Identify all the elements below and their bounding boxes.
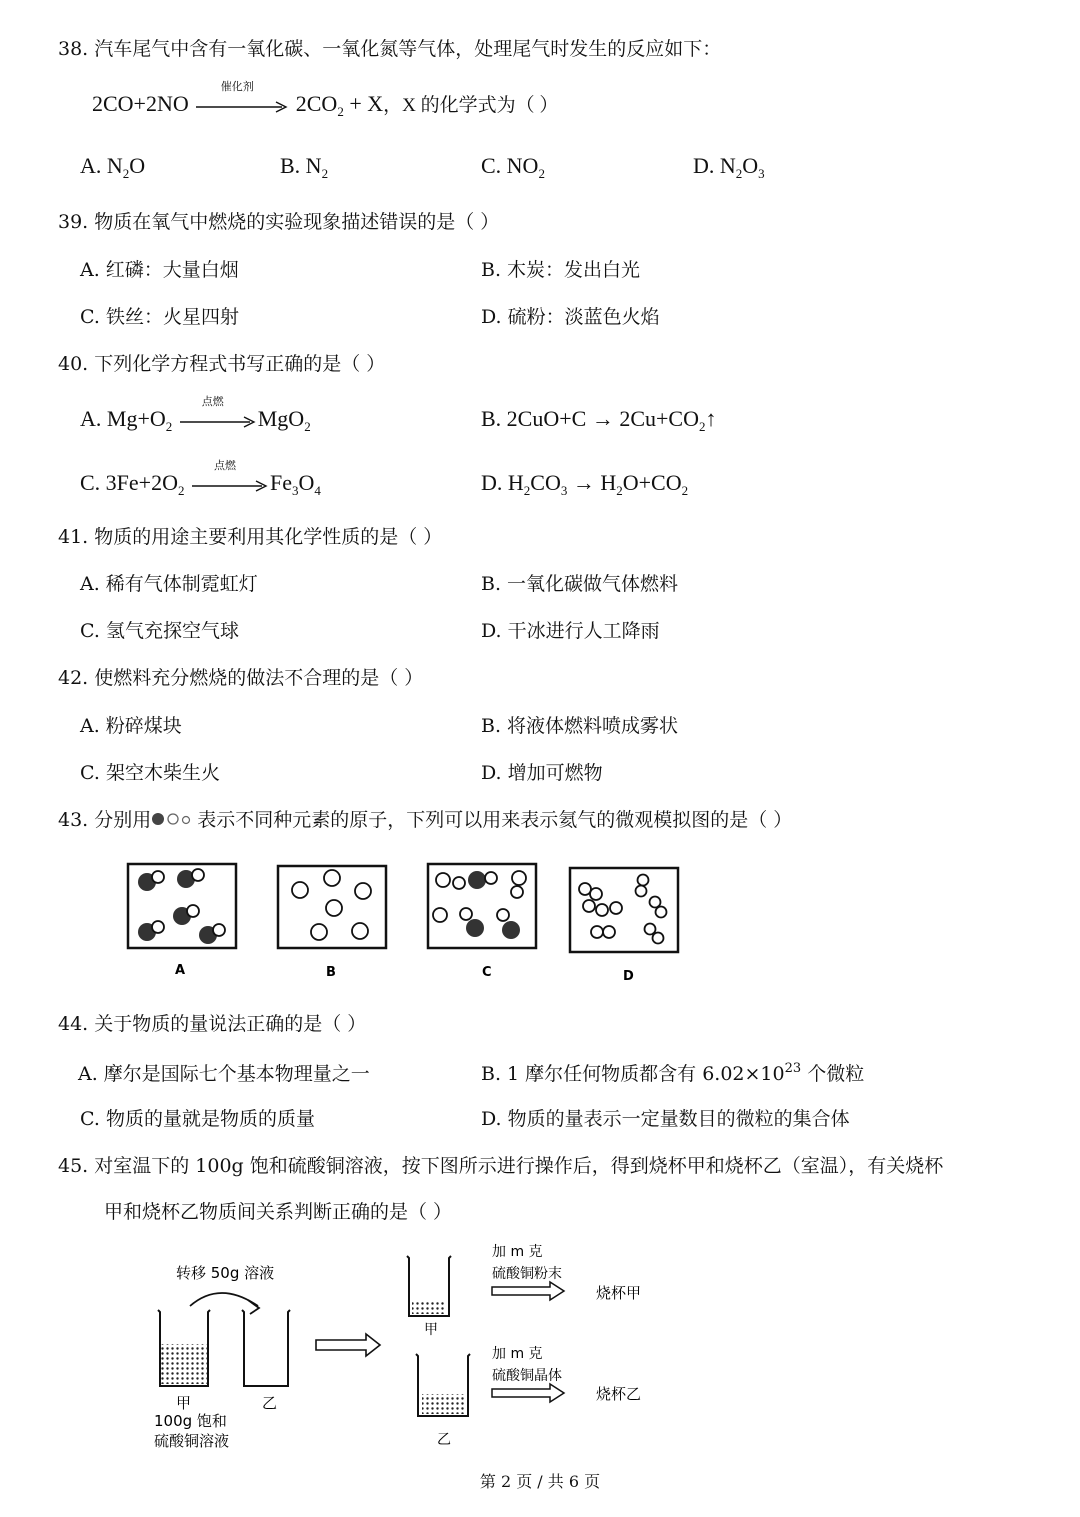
- q41-option-b: B. 一氧化碳做气体燃料: [481, 573, 679, 595]
- reaction-arrow-icon: [180, 416, 256, 428]
- q45-experiment-diagram: [140, 1236, 680, 1456]
- reaction-arrow-icon: [196, 101, 288, 113]
- q40-c-arrow: 点燃: [192, 472, 268, 498]
- q40-option-a: A. $Mg+O_2$ 点燃 MgO$_2$: [80, 394, 311, 434]
- transfer-label: 转移 50g 溶液: [176, 1264, 275, 1282]
- q38-eq-tail: ，X 的化学式为（ ）: [383, 95, 559, 116]
- source-label-2: 硫酸铜溶液: [154, 1432, 230, 1450]
- q45-stem-line2: 甲和烧杯乙物质间关系判断正确的是（ ）: [104, 1201, 453, 1223]
- q38-eq-right-b: + X: [349, 91, 384, 116]
- q38-stem: 38. 汽车尾气中含有一氧化碳、一氧化氮等气体，处理尾气时发生的反应如下：: [58, 38, 722, 60]
- q45-stem-line1: 45. 对室温下的 100g 饱和硫酸铜溶液，按下图所示进行操作后，得到烧杯甲和烧杯乙（室温），有关烧杯: [58, 1155, 944, 1177]
- q38-option-b: B. $N_2$: [280, 153, 329, 181]
- gas-arrow-icon: ↑: [705, 406, 717, 431]
- q42-option-a: A. 粉碎煤块: [80, 715, 182, 737]
- q38-catalyst-label: 催化剂: [220, 79, 254, 93]
- q40-option-c: C. $3Fe+2O_2$ 点燃 $Fe_3O_4$: [80, 458, 321, 498]
- q41-stem: 41. 物质的用途主要利用其化学性质的是（ ）: [58, 526, 443, 548]
- label-yi: 乙: [262, 1394, 278, 1412]
- diagram-b: [278, 866, 386, 948]
- q38-option-d: D. $N_2O_3$: [693, 153, 765, 181]
- label-jia-small: 甲: [424, 1322, 438, 1338]
- diagram-label-b: B: [326, 965, 336, 980]
- sub: 2: [337, 104, 344, 119]
- q41-option-d: D. 干冰进行人工降雨: [481, 620, 660, 642]
- transfer-arrow: [190, 1293, 258, 1306]
- q38-option-c: C. $NO_2$: [481, 153, 545, 181]
- q38-catalyst-arrow: [196, 79, 288, 119]
- diagram-a: [128, 864, 236, 948]
- beaker-jia: [407, 1256, 451, 1316]
- source-label-1: 100g 饱和: [154, 1412, 227, 1430]
- q40-a-arrow: 点燃: [180, 408, 256, 434]
- q44-option-a: A. 摩尔是国际七个基本物理量之一: [78, 1063, 370, 1085]
- q42-option-b: B. 将液体燃料喷成雾状: [481, 715, 679, 737]
- diagram-label-a: A: [175, 963, 186, 978]
- bottom-arrow: [492, 1384, 564, 1402]
- beaker-source: [158, 1310, 210, 1386]
- q42-option-c: C. 架空木柴生火: [80, 762, 220, 784]
- top-add-label: 加 m 克: [492, 1244, 543, 1260]
- q43-stem-pre: 43. 分别用: [58, 809, 152, 831]
- q40-stem: 40. 下列化学方程式书写正确的是（ ）: [58, 353, 386, 375]
- atom-legend-icon: [151, 811, 197, 827]
- q40-option-d: D. $H_2CO_3 \to H_2O+CO_2$: [481, 470, 689, 498]
- diagram-label-d: D: [623, 969, 634, 984]
- diagram-d: [570, 868, 678, 952]
- q41-option-a: A. 稀有气体制霓虹灯: [80, 573, 258, 595]
- q38-eq-left: 2CO+2NO: [92, 91, 189, 116]
- result-jia-label: 烧杯甲: [596, 1284, 642, 1302]
- q43-stem: [58, 807, 792, 833]
- arrow-icon: →: [591, 406, 614, 431]
- q44-stem: 44. 关于物质的量说法正确的是（ ）: [58, 1013, 367, 1035]
- beaker-yi: [416, 1354, 470, 1416]
- q39-option-c: C. 铁丝：火星四射: [80, 306, 239, 328]
- bottom-add-label: 加 m 克: [492, 1346, 543, 1362]
- q39-option-a: A. 红磷：大量白烟: [80, 259, 239, 281]
- diagram-c: [428, 864, 536, 948]
- label-jia: 甲: [176, 1394, 192, 1412]
- q38-option-a: A. $N_2O$: [80, 153, 146, 181]
- q44-option-c: C. 物质的量就是物质的质量: [80, 1108, 315, 1130]
- page-footer: 第 2 页 / 共 6 页: [479, 1472, 601, 1491]
- label-yi-small: 乙: [437, 1432, 451, 1448]
- q39-option-d: D. 硫粉：淡蓝色火焰: [481, 306, 660, 328]
- q42-option-d: D. 增加可燃物: [481, 762, 603, 784]
- top-powder-label: 硫酸铜粉末: [492, 1266, 562, 1282]
- diagram-label-c: C: [482, 965, 492, 980]
- q42-stem: 42. 使燃料充分燃烧的做法不合理的是（ ）: [58, 667, 424, 689]
- q41-option-c: C. 氢气充探空气球: [80, 620, 239, 642]
- arrow-icon: →: [572, 470, 595, 495]
- q40-option-b: B. $2CuO+C \to 2Cu+CO_2↑$: [481, 406, 717, 434]
- q39-stem: 39. 物质在氧气中燃烧的实验现象描述错误的是（ ）: [58, 211, 500, 233]
- beaker-empty: [242, 1310, 290, 1386]
- q44-option-d: D. 物质的量表示一定量数目的微粒的集合体: [481, 1108, 850, 1130]
- result-yi-label: 烧杯乙: [596, 1385, 642, 1403]
- q44-option-b: B. 1 摩尔任何物质都含有 $6.02\times 10^{23}$ 个微粒: [481, 1061, 865, 1085]
- reaction-arrow-icon: [192, 480, 268, 492]
- q38-equation: [92, 79, 559, 119]
- q38-eq-right-a: 2CO: [295, 91, 338, 116]
- process-arrow: [316, 1334, 380, 1356]
- bottom-crystal-label: 硫酸铜晶体: [492, 1368, 562, 1384]
- top-arrow: [492, 1282, 564, 1300]
- q43-molecule-diagrams: [120, 858, 690, 988]
- q43-stem-post: 表示不同种元素的原子，下列可以用来表示氦气的微观模拟图的是（ ）: [197, 809, 793, 831]
- q39-option-b: B. 木炭：发出白光: [481, 259, 641, 281]
